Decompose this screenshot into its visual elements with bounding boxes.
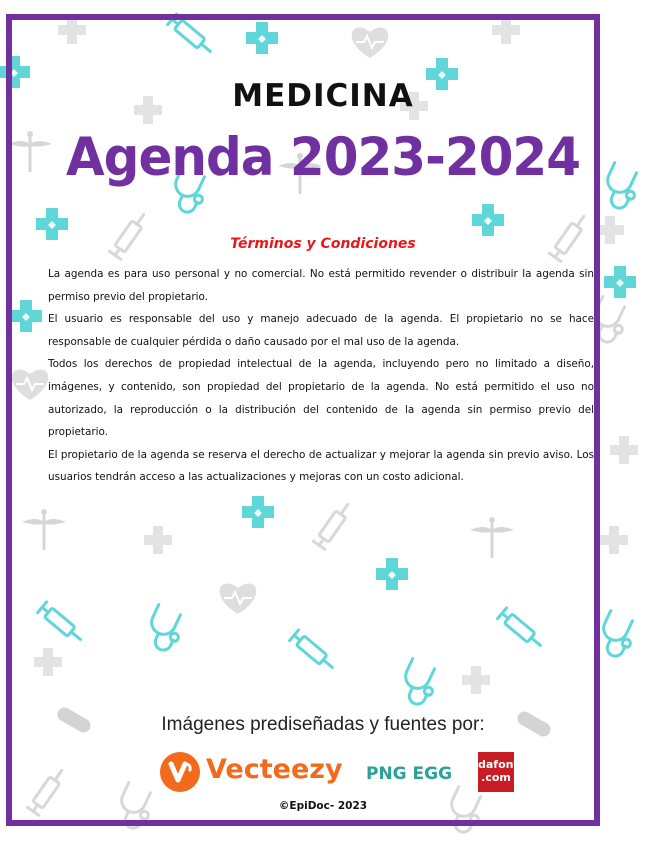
copyright-text: ©EpiDoc- 2023 [278, 800, 368, 812]
vecteezy-logo-icon [160, 752, 200, 792]
dafont-logo-line2: .com [481, 771, 511, 784]
pngegg-logo: PNG EGG [366, 764, 453, 784]
terms-heading: Términos y Condiciones [230, 236, 416, 252]
subtitle-medicina: MEDICINA [232, 78, 414, 114]
dafont-logo-line1: dafont [478, 758, 519, 771]
vecteezy-logo: Vecteezy [206, 754, 343, 785]
terms-body [48, 263, 594, 489]
terms-paragraph: El usuario es responsable del uso y manejo adecuado de la agenda. El propietario no se hace responsable de cualquier pérdida o daño causado por el mal uso de la agenda. [48, 313, 594, 348]
credits-logos [160, 746, 520, 796]
terms-paragraph: La agenda es para uso personal y no comercial. No está permitido revender o distribuir la agenda sin permiso previo del propietario. [48, 268, 594, 303]
credits-label: Imágenes prediseñadas y fuentes por: [161, 714, 485, 735]
terms-paragraph: El propietario de la agenda se reserva el derecho de actualizar y mejorar la agenda sin previo aviso. Los usuarios tendrán acceso a las actualizaciones y mejoras con un costo adicional. [48, 448, 594, 484]
page-title: Agenda 2023-2024 [65, 126, 580, 188]
dafont-logo [478, 752, 519, 792]
terms-paragraph: Todos los derechos de propiedad intelectual de la agenda, incluyendo pero no limitado a diseño, imágenes, y contenido, son propiedad del propietario de la agenda. No está permitido el uso no autorizado, la reproducción o la distribución del contenido de la agenda sin permiso previo del propietario. [48, 358, 594, 439]
